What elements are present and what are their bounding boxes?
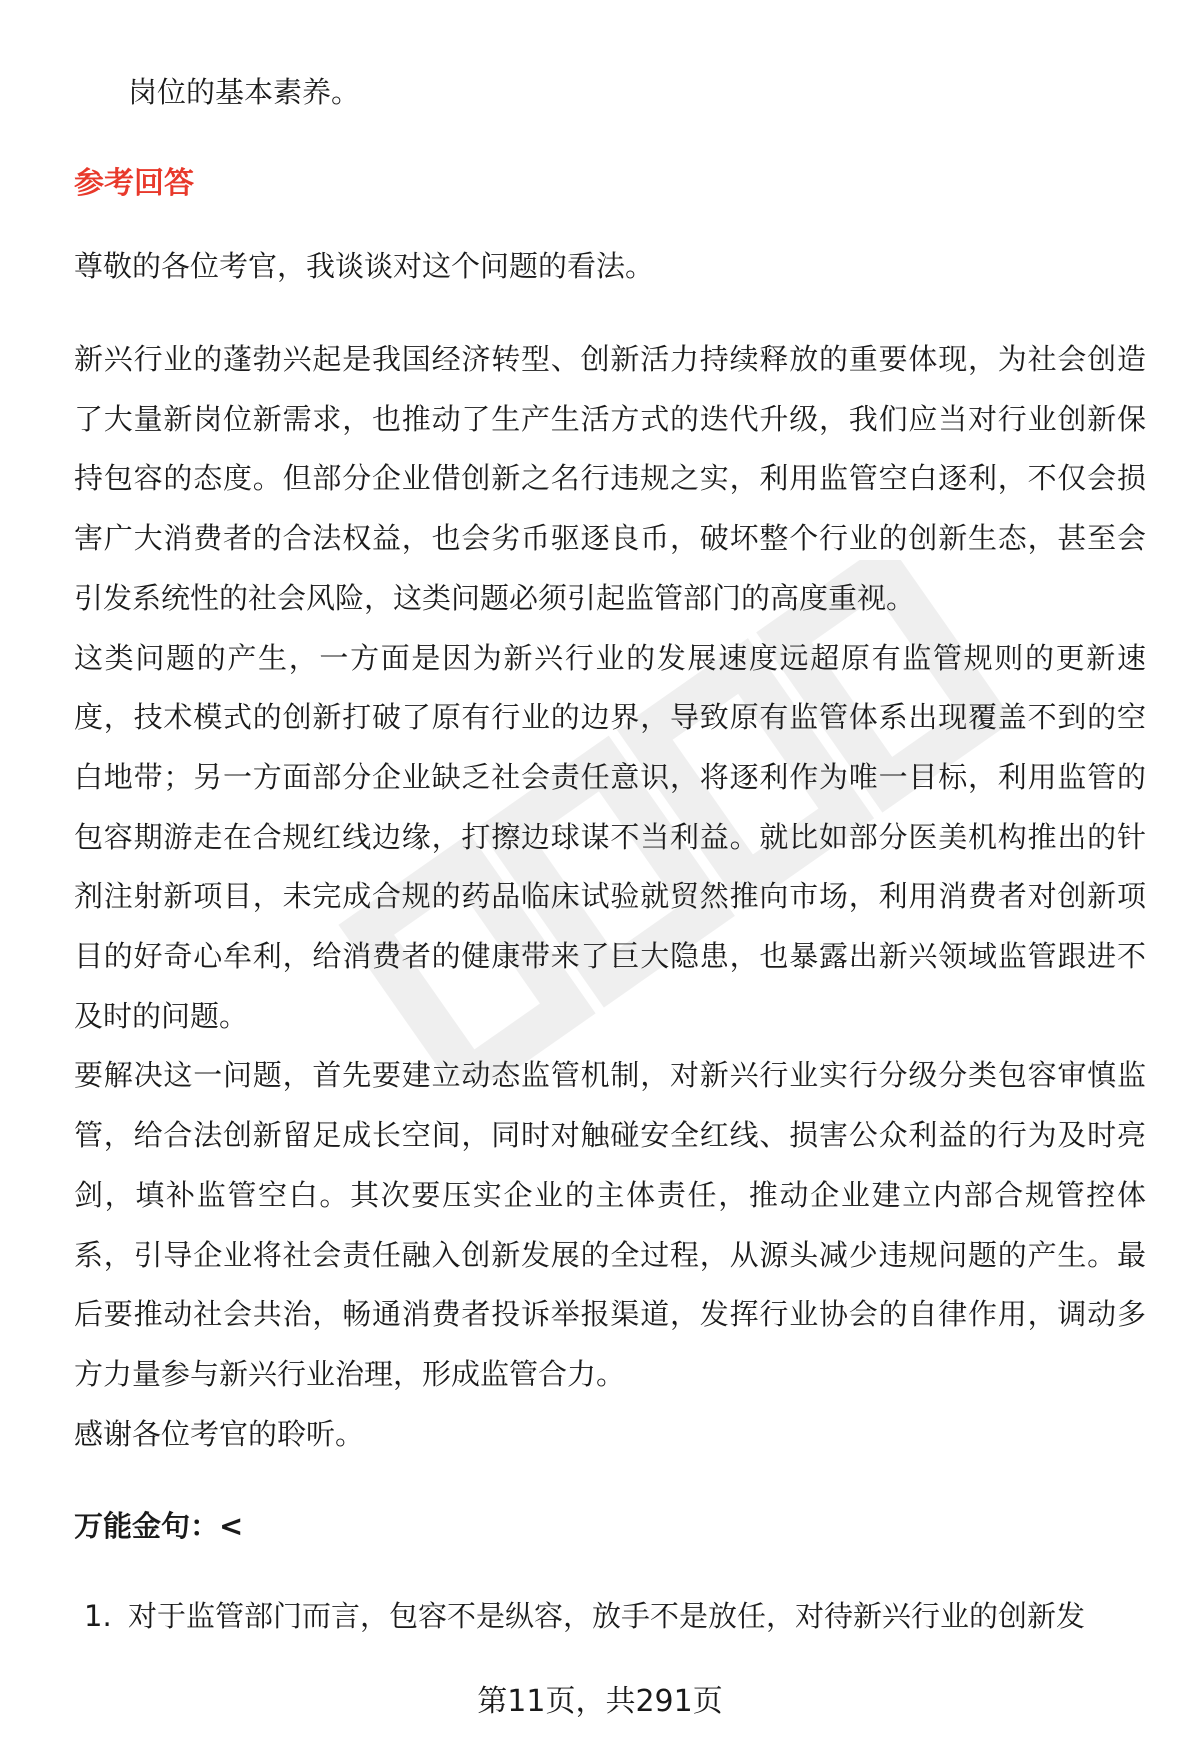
paragraph: 要解决这一问题，首先要建立动态监管机制，对新兴行业实行分级分类包容审慎监管，给合法创新留足成长空间，同时对触碰安全红线、损害公众利益的行为及时亮剑，填补监管空白。其次要压实企业的主体责任，推动企业建立内部合规管控体系，引导企业将社会责任融入创新发展的全过程，从源头减少违规问题的产生。最后要推动社会共治，畅通消费者投诉举报渠道，发挥行业协会的自律作用，调动多方力量参与新兴行业治理，形成监管合力。 [74,1058,1146,1391]
paragraph: 感谢各位考官的聆听。 [74,1416,365,1451]
list-item [84,1596,1144,1636]
paragraph: 新兴行业的蓬勃兴起是我国经济转型、创新活力持续释放的重要体现，为社会创造了大量新岗位新需求，也推动了生产生活方式的迭代升级，我们应当对行业创新保持包容的态度。但部分企业借创新之名行违规之实，利用监管空白逐利，不仅会损害广大消费者的合法权益，也会劣币驱逐良币，破坏整个行业的创新生态，甚至会引发系统性的社会风险，这类问题必须引起监管部门的高度重视。 [74,342,1146,615]
list-item-number: 1. [84,1599,112,1633]
golden-sentences-list [84,1596,1144,1636]
paragraph: 这类问题的产生，一方面是因为新兴行业的发展速度远超原有监管规则的更新速度，技术模式的创新打破了原有行业的边界，导致原有监管体系出现覆盖不到的空白地带；另一方面部分企业缺乏社会责任意识，将逐利作为唯一目标，利用监管的包容期游走在合规红线边缘，打擦边球谋不当利益。就比如部分医美机构推出的针剂注射新项目，未完成合规的药品临床试验就贸然推向市场，利用消费者对创新项目的好奇心牟利，给消费者的健康带来了巨大隐患，也暴露出新兴领域监管跟进不及时的问题。 [74,640,1146,1033]
golden-sentences-title: 万能金句：< [74,1509,244,1543]
greeting-text: 尊敬的各位考官，我谈谈对这个问题的看法。 [74,249,655,283]
answer-body [74,330,1146,1464]
list-item-text: 对于监管部门而言，包容不是纵容，放手不是放任，对待新兴行业的创新发 [128,1599,1086,1633]
page-footer: 第11页，共291页 [477,1684,723,1719]
section-title: 参考回答 [74,166,194,201]
continuation-line: 岗位的基本素养。 [128,75,361,109]
